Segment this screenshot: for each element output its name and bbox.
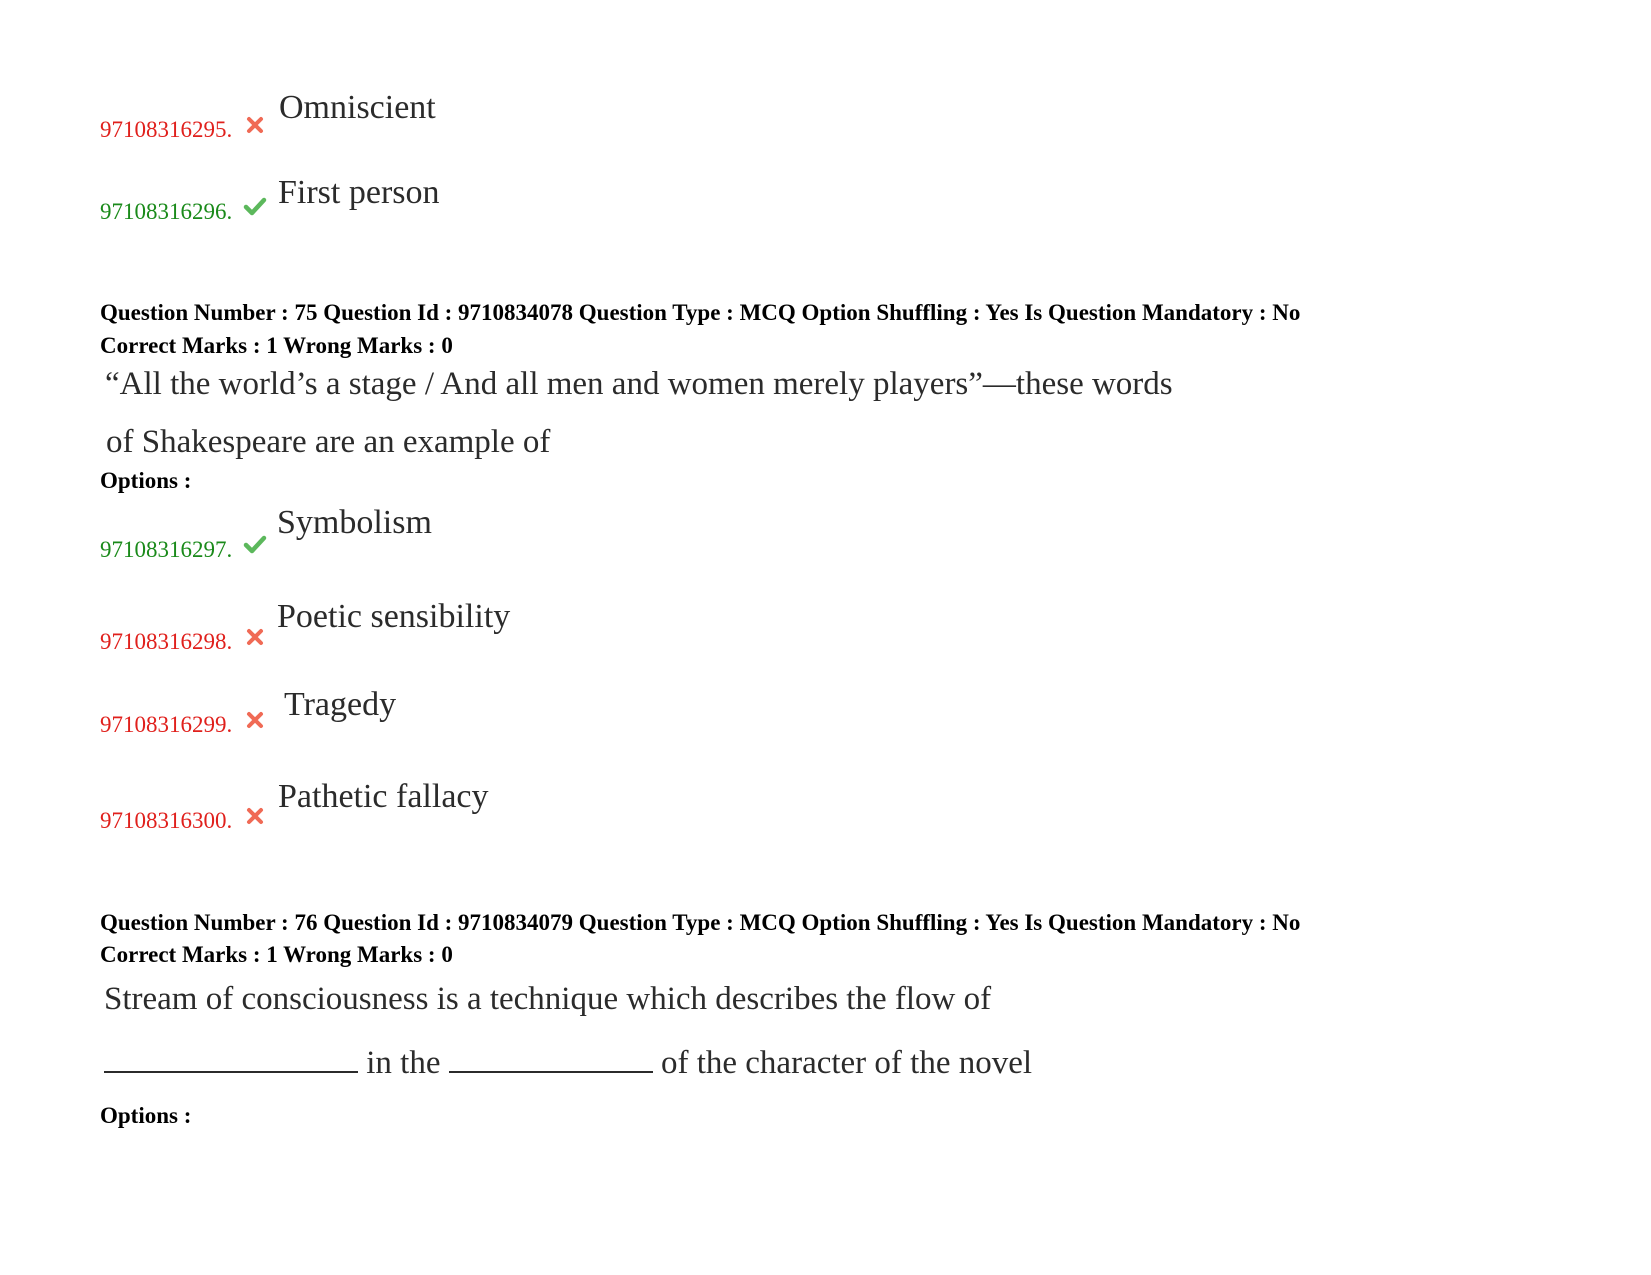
option-id: 97108316295. bbox=[100, 117, 233, 142]
question-text-fragment: in the bbox=[358, 1045, 449, 1081]
question-meta: Question Number : 75 Question Id : 9710834078 Question Type : MCQ Option Shuffling : Yes Is Question Mandatory : No bbox=[100, 300, 1301, 325]
marks-meta: Correct Marks : 1 Wrong Marks : 0 bbox=[100, 942, 453, 967]
check-icon bbox=[243, 534, 267, 554]
fill-in-blank bbox=[449, 1041, 653, 1073]
question-text-line: “All the world’s a stage / And all men and women merely players”—these words bbox=[105, 366, 1173, 402]
cross-icon bbox=[245, 115, 265, 135]
option-text: Symbolism bbox=[277, 504, 432, 541]
question-text-fragment: of the character of the novel bbox=[652, 1045, 1033, 1081]
option-text: Pathetic fallacy bbox=[278, 778, 489, 815]
option-text: Omniscient bbox=[279, 89, 436, 126]
option-text: Poetic sensibility bbox=[277, 598, 511, 635]
check-icon bbox=[243, 196, 267, 216]
question-meta: Question Number : 76 Question Id : 9710834079 Question Type : MCQ Option Shuffling : Yes Is Question Mandatory : No bbox=[100, 910, 1301, 935]
cross-icon bbox=[245, 806, 265, 826]
option-id: 97108316296. bbox=[100, 199, 233, 224]
option-text: First person bbox=[278, 174, 440, 211]
options-label: Options : bbox=[100, 1103, 192, 1128]
question-text-line bbox=[104, 1041, 1032, 1080]
option-id: 97108316299. bbox=[100, 712, 233, 737]
cross-icon bbox=[245, 627, 265, 647]
question-text-line: of Shakespeare are an example of bbox=[106, 424, 551, 460]
option-id: 97108316300. bbox=[100, 808, 233, 833]
option-id: 97108316297. bbox=[100, 537, 233, 562]
fill-in-blank bbox=[104, 1041, 358, 1073]
cross-icon bbox=[245, 710, 265, 730]
marks-meta: Correct Marks : 1 Wrong Marks : 0 bbox=[100, 333, 453, 358]
option-id: 97108316298. bbox=[100, 629, 233, 654]
option-text: Tragedy bbox=[284, 686, 397, 723]
options-label: Options : bbox=[100, 468, 192, 493]
question-text-line: Stream of consciousness is a technique which describes the flow of bbox=[104, 981, 992, 1017]
